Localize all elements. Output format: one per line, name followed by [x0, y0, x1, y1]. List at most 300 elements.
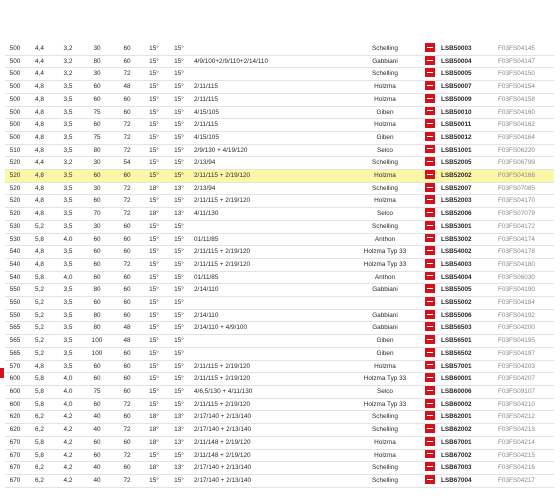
table-row	[5, 258, 554, 271]
machine-brand-cell: Gabbiani	[348, 55, 422, 68]
bevel-angle-cell: 15°	[166, 81, 192, 94]
hook-angle-cell: 15°	[142, 297, 166, 310]
brand-badge-cell	[422, 284, 438, 297]
diameter-cell: 670	[5, 462, 25, 475]
reference-code-cell: F03FS06030	[495, 271, 554, 284]
pin-holes-cell: 2/11/148 + 2/19/120	[192, 436, 348, 449]
bevel-angle-cell: 15°	[166, 398, 192, 411]
bevel-angle-cell: 15°	[166, 246, 192, 259]
diameter-cell: 565	[5, 347, 25, 360]
table-row	[5, 170, 554, 183]
bore-cell: 60	[82, 170, 112, 183]
pin-holes-cell: 2/11/115 + 2/19/120	[192, 360, 348, 373]
machine-brand-cell: Giben	[348, 131, 422, 144]
machine-brand-cell: Anthon	[348, 233, 422, 246]
article-code-cell: LSB50010	[438, 106, 495, 119]
brand-badge-cell	[422, 474, 438, 487]
article-code-cell: LSB67001	[438, 436, 495, 449]
pin-holes-cell: 2/17/140 + 2/13/140	[192, 462, 348, 475]
machine-brand-cell: Selco	[348, 144, 422, 157]
body-thickness-cell: 4,2	[54, 424, 82, 437]
body-thickness-cell: 3,5	[54, 297, 82, 310]
article-code-cell: LSB50005	[438, 68, 495, 81]
bevel-angle-cell: 13°	[166, 208, 192, 221]
article-code-cell: LSB52002	[438, 170, 495, 183]
body-thickness-cell: 4,0	[54, 398, 82, 411]
reference-code-cell: F03FS09107	[495, 385, 554, 398]
brand-logo-icon	[425, 360, 435, 369]
bore-cell: 60	[82, 119, 112, 132]
diameter-cell: 500	[5, 93, 25, 106]
hook-angle-cell: 15°	[142, 157, 166, 170]
teeth-cell: 60	[112, 43, 142, 55]
diameter-cell: 530	[5, 220, 25, 233]
table-row	[5, 462, 554, 475]
table-row	[5, 322, 554, 335]
table-body	[5, 43, 554, 487]
kerf-cell: 4,8	[25, 93, 54, 106]
brand-badge-cell	[422, 271, 438, 284]
body-thickness-cell: 3,2	[54, 157, 82, 170]
hook-angle-cell: 15°	[142, 335, 166, 348]
brand-badge-cell	[422, 93, 438, 106]
reference-code-cell: F03FS06799	[495, 157, 554, 170]
hook-angle-cell: 15°	[142, 373, 166, 386]
bore-cell: 60	[82, 233, 112, 246]
bore-cell: 60	[82, 271, 112, 284]
product-table-sheet	[0, 43, 560, 488]
reference-code-cell: F03FS04212	[495, 411, 554, 424]
table-row	[5, 297, 554, 310]
kerf-cell: 4,8	[25, 119, 54, 132]
article-code-cell: LSB60002	[438, 398, 495, 411]
table-row	[5, 246, 554, 259]
pin-holes-cell	[192, 68, 348, 81]
body-thickness-cell: 3,5	[54, 119, 82, 132]
brand-logo-icon	[425, 157, 435, 166]
teeth-cell: 60	[112, 246, 142, 259]
bore-cell: 60	[82, 246, 112, 259]
article-code-cell: LSB57001	[438, 360, 495, 373]
table-row	[5, 373, 554, 386]
reference-code-cell: F03FS04200	[495, 322, 554, 335]
body-thickness-cell: 3,5	[54, 322, 82, 335]
table-row	[5, 195, 554, 208]
kerf-cell: 4,8	[25, 106, 54, 119]
article-code-cell: LSB54003	[438, 258, 495, 271]
body-thickness-cell: 3,5	[54, 106, 82, 119]
diameter-cell: 565	[5, 335, 25, 348]
reference-code-cell: F03FS04164	[495, 131, 554, 144]
bevel-angle-cell: 15°	[166, 474, 192, 487]
teeth-cell: 72	[112, 68, 142, 81]
hook-angle-cell: 15°	[142, 195, 166, 208]
brand-logo-icon	[425, 68, 435, 77]
brand-logo-icon	[425, 170, 435, 179]
body-thickness-cell: 4,2	[54, 462, 82, 475]
body-thickness-cell: 4,2	[54, 449, 82, 462]
bevel-angle-cell: 15°	[166, 284, 192, 297]
table-row	[5, 309, 554, 322]
machine-brand-cell: Schelling	[348, 68, 422, 81]
machine-brand-cell: Holzma Typ 33	[348, 258, 422, 271]
teeth-cell: 60	[112, 55, 142, 68]
body-thickness-cell: 3,5	[54, 258, 82, 271]
bore-cell: 100	[82, 335, 112, 348]
bevel-angle-cell: 15°	[166, 43, 192, 55]
teeth-cell: 60	[112, 373, 142, 386]
bore-cell: 75	[82, 131, 112, 144]
brand-badge-cell	[422, 462, 438, 475]
diameter-cell: 500	[5, 106, 25, 119]
bore-cell: 40	[82, 474, 112, 487]
pin-holes-cell: 2/13/94	[192, 182, 348, 195]
brand-logo-icon	[425, 284, 435, 293]
brand-logo-icon	[425, 246, 435, 255]
hook-angle-cell: 15°	[142, 93, 166, 106]
reference-code-cell: F03FS04160	[495, 106, 554, 119]
machine-brand-cell: Selco	[348, 208, 422, 221]
teeth-cell: 72	[112, 398, 142, 411]
hook-angle-cell: 15°	[142, 284, 166, 297]
machine-brand-cell: Holzma	[348, 449, 422, 462]
reference-code-cell: F03FS04158	[495, 93, 554, 106]
bore-cell: 60	[82, 93, 112, 106]
kerf-cell: 4,8	[25, 258, 54, 271]
hook-angle-cell: 15°	[142, 55, 166, 68]
kerf-cell: 4,4	[25, 55, 54, 68]
brand-badge-cell	[422, 449, 438, 462]
teeth-cell: 60	[112, 436, 142, 449]
kerf-cell: 4,8	[25, 195, 54, 208]
diameter-cell: 520	[5, 182, 25, 195]
bevel-angle-cell: 15°	[166, 220, 192, 233]
bevel-angle-cell: 13°	[166, 436, 192, 449]
brand-badge-cell	[422, 182, 438, 195]
kerf-cell: 4,8	[25, 81, 54, 94]
bevel-angle-cell: 15°	[166, 347, 192, 360]
pin-holes-cell: 2/9/130 + 4/19/120	[192, 144, 348, 157]
diameter-cell: 550	[5, 284, 25, 297]
brand-badge-cell	[422, 81, 438, 94]
teeth-cell: 72	[112, 208, 142, 221]
table-row	[5, 208, 554, 221]
hook-angle-cell: 15°	[142, 309, 166, 322]
reference-code-cell: F03FS04217	[495, 474, 554, 487]
machine-brand-cell: Schelling	[348, 220, 422, 233]
hook-angle-cell: 15°	[142, 322, 166, 335]
pin-holes-cell: 4/6,5/130 + 4/11/130	[192, 385, 348, 398]
brand-logo-icon	[425, 195, 435, 204]
hook-angle-cell: 15°	[142, 170, 166, 183]
hook-angle-cell: 15°	[142, 449, 166, 462]
pin-holes-cell	[192, 335, 348, 348]
pin-holes-cell: 4/11/130	[192, 208, 348, 221]
brand-badge-cell	[422, 43, 438, 55]
table-row	[5, 424, 554, 437]
reference-code-cell: F03FS04150	[495, 68, 554, 81]
teeth-cell: 72	[112, 258, 142, 271]
pin-holes-cell	[192, 43, 348, 55]
kerf-cell: 4,8	[25, 360, 54, 373]
body-thickness-cell: 3,5	[54, 208, 82, 221]
brand-logo-icon	[425, 132, 435, 141]
machine-brand-cell: Holzma	[348, 81, 422, 94]
kerf-cell: 4,8	[25, 144, 54, 157]
bore-cell: 60	[82, 195, 112, 208]
machine-brand-cell: Gabbiani	[348, 322, 422, 335]
pin-holes-cell: 2/11/148 + 2/19/120	[192, 449, 348, 462]
brand-badge-cell	[422, 246, 438, 259]
brand-logo-icon	[425, 297, 435, 306]
hook-angle-cell: 18°	[142, 424, 166, 437]
brand-badge-cell	[422, 347, 438, 360]
reference-code-cell: F03FS07079	[495, 208, 554, 221]
hook-angle-cell: 15°	[142, 220, 166, 233]
hook-angle-cell: 18°	[142, 462, 166, 475]
reference-code-cell: F03FS04207	[495, 373, 554, 386]
pin-holes-cell: 2/11/115	[192, 81, 348, 94]
hook-angle-cell: 15°	[142, 119, 166, 132]
pin-holes-cell: 2/14/110	[192, 284, 348, 297]
article-code-cell: LSB50003	[438, 43, 495, 55]
hook-angle-cell: 15°	[142, 271, 166, 284]
teeth-cell: 60	[112, 284, 142, 297]
kerf-cell: 5,8	[25, 436, 54, 449]
teeth-cell: 60	[112, 347, 142, 360]
reference-code-cell: F03FS04154	[495, 81, 554, 94]
reference-code-cell: F03FS04178	[495, 246, 554, 259]
diameter-cell: 570	[5, 360, 25, 373]
machine-brand-cell: Giben	[348, 335, 422, 348]
article-code-cell: LSB55002	[438, 297, 495, 310]
pin-holes-cell: 01/11/85	[192, 233, 348, 246]
diameter-cell: 500	[5, 81, 25, 94]
table-row	[5, 131, 554, 144]
article-code-cell: LSB62002	[438, 424, 495, 437]
bevel-angle-cell: 15°	[166, 157, 192, 170]
kerf-cell: 6,2	[25, 411, 54, 424]
article-code-cell: LSB52006	[438, 208, 495, 221]
diameter-cell: 500	[5, 43, 25, 55]
kerf-cell: 5,8	[25, 233, 54, 246]
body-thickness-cell: 3,5	[54, 144, 82, 157]
brand-logo-icon	[425, 119, 435, 128]
brand-badge-cell	[422, 373, 438, 386]
article-code-cell: LSB52003	[438, 195, 495, 208]
hook-angle-cell: 15°	[142, 233, 166, 246]
brand-logo-icon	[425, 424, 435, 433]
diameter-cell: 670	[5, 436, 25, 449]
bevel-angle-cell: 15°	[166, 297, 192, 310]
article-code-cell: LSB53001	[438, 220, 495, 233]
saw-blade-table	[5, 43, 554, 488]
article-code-cell: LSB56503	[438, 322, 495, 335]
brand-logo-icon	[425, 411, 435, 420]
reference-code-cell: F03FS04170	[495, 195, 554, 208]
brand-logo-icon	[425, 475, 435, 484]
pin-holes-cell: 2/11/115	[192, 119, 348, 132]
teeth-cell: 60	[112, 271, 142, 284]
bevel-angle-cell: 15°	[166, 271, 192, 284]
pin-holes-cell: 2/11/115 + 2/19/120	[192, 246, 348, 259]
bore-cell: 100	[82, 347, 112, 360]
table-row	[5, 284, 554, 297]
body-thickness-cell: 3,5	[54, 309, 82, 322]
reference-code-cell: F03FS04214	[495, 436, 554, 449]
body-thickness-cell: 3,5	[54, 81, 82, 94]
hook-angle-cell: 18°	[142, 182, 166, 195]
bevel-angle-cell: 15°	[166, 360, 192, 373]
diameter-cell: 600	[5, 373, 25, 386]
pin-holes-cell: 4/15/105	[192, 131, 348, 144]
hook-angle-cell: 15°	[142, 43, 166, 55]
brand-badge-cell	[422, 322, 438, 335]
machine-brand-cell: Holzma	[348, 436, 422, 449]
brand-logo-icon	[425, 399, 435, 408]
diameter-cell: 520	[5, 157, 25, 170]
teeth-cell: 72	[112, 131, 142, 144]
brand-badge-cell	[422, 131, 438, 144]
brand-logo-icon	[425, 94, 435, 103]
reference-code-cell: F03FS04216	[495, 462, 554, 475]
diameter-cell: 540	[5, 271, 25, 284]
table-row	[5, 220, 554, 233]
body-thickness-cell: 3,5	[54, 335, 82, 348]
pin-holes-cell: 2/11/115 + 2/19/120	[192, 398, 348, 411]
brand-logo-icon	[425, 233, 435, 242]
machine-brand-cell: Schelling	[348, 474, 422, 487]
brand-logo-icon	[425, 144, 435, 153]
article-code-cell: LSB50004	[438, 55, 495, 68]
machine-brand-cell: Gabbiani	[348, 309, 422, 322]
hook-angle-cell: 15°	[142, 81, 166, 94]
article-code-cell: LSB60006	[438, 385, 495, 398]
reference-code-cell: F03FS04172	[495, 220, 554, 233]
teeth-cell: 60	[112, 170, 142, 183]
bevel-angle-cell: 15°	[166, 93, 192, 106]
pin-holes-cell: 4/15/105	[192, 106, 348, 119]
diameter-cell: 620	[5, 424, 25, 437]
table-row	[5, 411, 554, 424]
bore-cell: 60	[82, 81, 112, 94]
teeth-cell: 60	[112, 385, 142, 398]
kerf-cell: 4,8	[25, 131, 54, 144]
kerf-cell: 4,4	[25, 68, 54, 81]
kerf-cell: 4,8	[25, 208, 54, 221]
brand-logo-icon	[425, 437, 435, 446]
table-row	[5, 93, 554, 106]
machine-brand-cell: Holzma	[348, 195, 422, 208]
table-row	[5, 157, 554, 170]
bore-cell: 30	[82, 43, 112, 55]
brand-badge-cell	[422, 424, 438, 437]
pin-holes-cell	[192, 220, 348, 233]
pin-holes-cell	[192, 297, 348, 310]
bore-cell: 40	[82, 411, 112, 424]
teeth-cell: 60	[112, 106, 142, 119]
table-row	[5, 474, 554, 487]
teeth-cell: 48	[112, 335, 142, 348]
pin-holes-cell: 4/9/100+2/9/110+2/14/110	[192, 55, 348, 68]
article-code-cell: LSB54004	[438, 271, 495, 284]
teeth-cell: 72	[112, 119, 142, 132]
brand-badge-cell	[422, 297, 438, 310]
bevel-angle-cell: 15°	[166, 322, 192, 335]
brand-logo-icon	[425, 43, 435, 52]
machine-brand-cell	[348, 297, 422, 310]
hook-angle-cell: 15°	[142, 360, 166, 373]
kerf-cell: 5,8	[25, 271, 54, 284]
reference-code-cell: F03FS04215	[495, 449, 554, 462]
bevel-angle-cell: 15°	[166, 68, 192, 81]
bevel-angle-cell: 15°	[166, 258, 192, 271]
brand-badge-cell	[422, 68, 438, 81]
pin-holes-cell: 2/14/110	[192, 309, 348, 322]
brand-logo-icon	[425, 335, 435, 344]
body-thickness-cell: 3,2	[54, 68, 82, 81]
brand-badge-cell	[422, 258, 438, 271]
reference-code-cell: F03FS04147	[495, 55, 554, 68]
pin-holes-cell: 2/14/110 + 4/9/100	[192, 322, 348, 335]
diameter-cell: 520	[5, 170, 25, 183]
machine-brand-cell: Holzma	[348, 170, 422, 183]
bore-cell: 40	[82, 424, 112, 437]
kerf-cell: 5,8	[25, 449, 54, 462]
article-code-cell: LSB50009	[438, 93, 495, 106]
kerf-cell: 4,8	[25, 182, 54, 195]
hook-angle-cell: 15°	[142, 474, 166, 487]
bevel-angle-cell: 13°	[166, 424, 192, 437]
pin-holes-cell: 2/11/115 + 2/19/120	[192, 258, 348, 271]
diameter-cell: 540	[5, 246, 25, 259]
brand-logo-icon	[425, 56, 435, 65]
bore-cell: 30	[82, 157, 112, 170]
teeth-cell: 60	[112, 93, 142, 106]
kerf-cell: 5,8	[25, 385, 54, 398]
table-row	[5, 347, 554, 360]
teeth-cell: 60	[112, 309, 142, 322]
brand-logo-icon	[425, 462, 435, 471]
body-thickness-cell: 3,5	[54, 360, 82, 373]
article-code-cell: LSB56502	[438, 347, 495, 360]
table-row	[5, 55, 554, 68]
kerf-cell: 4,4	[25, 157, 54, 170]
hook-angle-cell: 15°	[142, 347, 166, 360]
brand-badge-cell	[422, 309, 438, 322]
reference-code-cell: F03FS04210	[495, 398, 554, 411]
body-thickness-cell: 3,5	[54, 131, 82, 144]
hook-angle-cell: 18°	[142, 411, 166, 424]
brand-badge-cell	[422, 436, 438, 449]
table-row	[5, 233, 554, 246]
body-thickness-cell: 3,5	[54, 347, 82, 360]
reference-code-cell: F03FS04197	[495, 347, 554, 360]
table-row	[5, 385, 554, 398]
bore-cell: 80	[82, 55, 112, 68]
machine-brand-cell: Giben	[348, 106, 422, 119]
pin-holes-cell: 2/11/115 + 2/19/120	[192, 373, 348, 386]
diameter-cell: 670	[5, 474, 25, 487]
teeth-cell: 60	[112, 220, 142, 233]
machine-brand-cell: Anthon	[348, 271, 422, 284]
reference-code-cell: F03FS04190	[495, 284, 554, 297]
reference-code-cell: F03FS04213	[495, 424, 554, 437]
kerf-cell: 5,2	[25, 347, 54, 360]
article-code-cell: LSB54002	[438, 246, 495, 259]
diameter-cell: 600	[5, 398, 25, 411]
machine-brand-cell: Holzma	[348, 360, 422, 373]
